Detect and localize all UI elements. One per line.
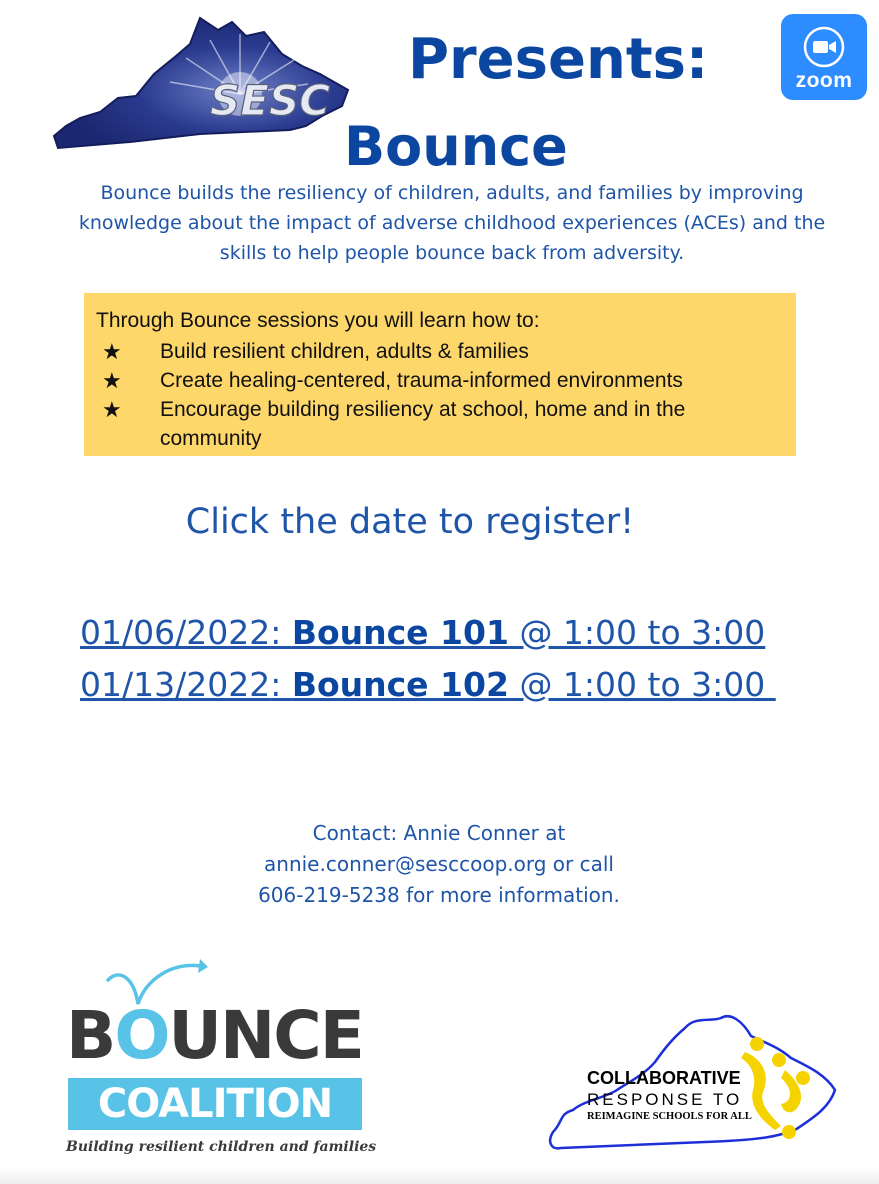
zoom-logo	[781, 14, 867, 100]
crr-logo-line2: RESPONSE TO	[587, 1090, 743, 1109]
session-name: Bounce 101	[291, 613, 509, 652]
session-name: Bounce 102	[291, 665, 509, 704]
learn-item-text: Create healing-centered, trauma-informed environments	[160, 369, 683, 392]
session-date: 01/06/2022	[80, 613, 271, 652]
video-camera-icon	[803, 26, 845, 68]
collaborative-response-logo	[545, 1012, 840, 1157]
learn-item	[102, 366, 782, 395]
contact-phone-line: 606-219-5238 for more information.	[258, 883, 620, 907]
bounce-logo-word: BOUNCE	[66, 997, 363, 1074]
learn-item-text: Encourage building resiliency at school, home and in the community	[160, 398, 686, 450]
session-date: 01/13/2022	[80, 665, 271, 704]
intro-paragraph: Bounce builds the resiliency of children, adults, and families by improving knowledge about the impact of adverse childhood experiences (ACEs) and the skills to help people bounce back from adversity.	[78, 182, 826, 264]
bounce-logo-tagline: Building resilient children and families	[66, 1139, 377, 1155]
learn-item	[102, 337, 782, 366]
page-title: Bounce	[344, 115, 568, 178]
sesc-logo-text: SESC	[210, 76, 331, 125]
presents-heading: Presents:	[408, 27, 709, 92]
learn-box	[84, 293, 796, 456]
session-time: @ 1:00 to 3:00	[508, 665, 776, 704]
bounce-coalition-logo	[64, 958, 377, 1163]
session-link-bounce-102[interactable]	[80, 665, 776, 704]
session-time: @ 1:00 to 3:00	[508, 613, 766, 652]
contact-line: Contact: Annie Conner at	[312, 821, 566, 845]
coalition-logo-word: COALITION	[97, 1081, 333, 1127]
star-icon: ★	[102, 368, 122, 393]
bottom-shadow	[0, 1168, 879, 1184]
kentucky-map-icon	[50, 14, 355, 154]
sesc-logo	[50, 14, 355, 154]
star-icon: ★	[102, 397, 122, 422]
register-prompt: Click the date to register!	[185, 502, 635, 542]
session-link-bounce-101[interactable]	[80, 613, 765, 652]
crr-logo-line1: COLLABORATIVE	[587, 1068, 741, 1088]
contact-info	[200, 818, 678, 911]
learn-item	[102, 395, 782, 453]
session-separator: :	[270, 665, 292, 704]
session-separator: :	[270, 613, 292, 652]
star-icon: ★	[102, 339, 122, 364]
learn-item-text: Build resilient children, adults & families	[160, 340, 529, 363]
zoom-logo-text: zoom	[795, 69, 853, 92]
contact-email-line: annie.conner@sesccoop.org or call	[264, 852, 614, 876]
crr-logo-line3: REIMAGINE SCHOOLS FOR ALL	[587, 1111, 752, 1122]
learn-box-heading: Through Bounce sessions you will learn how to:	[96, 309, 540, 332]
